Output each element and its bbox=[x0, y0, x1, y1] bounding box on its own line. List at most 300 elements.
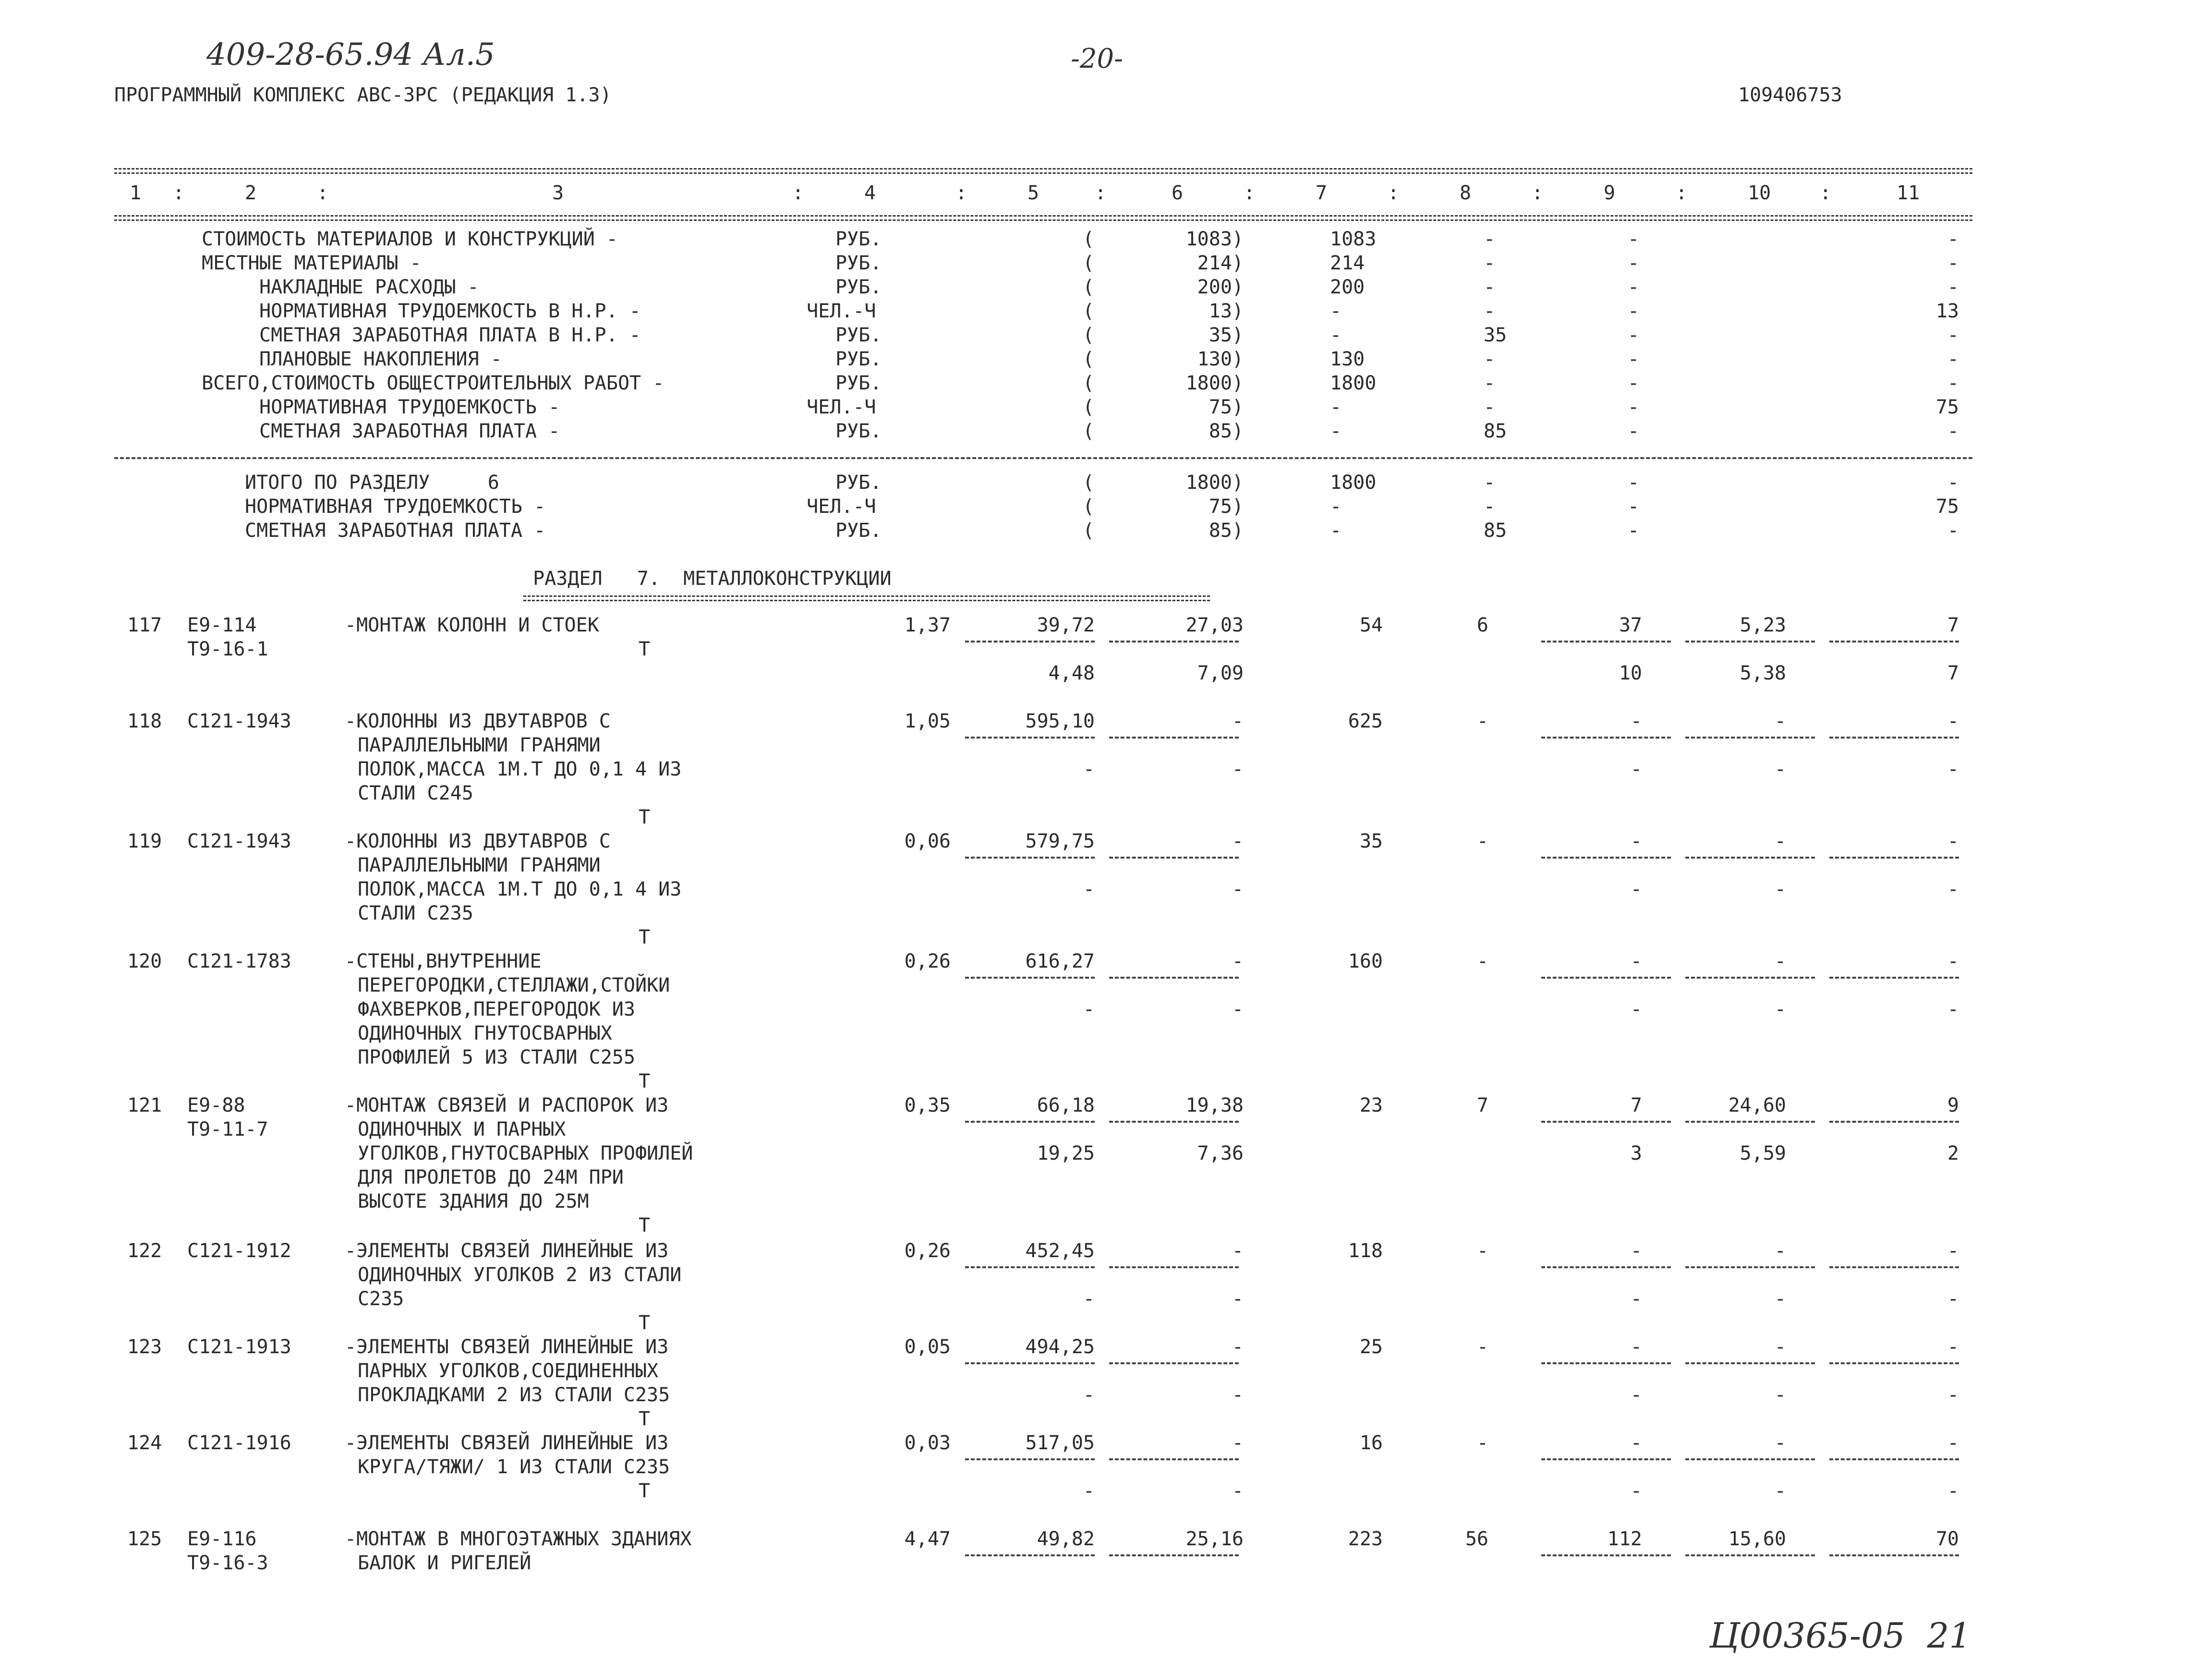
item-underline-c9 bbox=[1541, 1266, 1671, 1268]
item-c7: 118 bbox=[1348, 1240, 1383, 1262]
item-underline-c10 bbox=[1685, 1362, 1815, 1364]
item-c9: - bbox=[1630, 950, 1642, 972]
item-sub-c10: - bbox=[1774, 1288, 1786, 1310]
item-number: 120 bbox=[127, 950, 162, 972]
item-underline-c10 bbox=[1685, 1121, 1815, 1123]
summary-paren: ( bbox=[1083, 228, 1095, 250]
item-c8: - bbox=[1476, 1336, 1488, 1358]
item-unit: Т bbox=[639, 1408, 651, 1430]
item-c9: - bbox=[1630, 1336, 1642, 1358]
item-c9: - bbox=[1630, 1240, 1642, 1262]
item-description: ФАХВЕРКОВ,ПЕРЕГОРОДОК ИЗ bbox=[358, 998, 635, 1020]
header-bottom-rule bbox=[114, 215, 1972, 221]
summary-c8: - bbox=[1484, 396, 1496, 418]
item-c9: 37 bbox=[1619, 614, 1642, 636]
summary-c8: 35 bbox=[1484, 324, 1507, 346]
item-c6: 25,16 bbox=[1185, 1528, 1244, 1550]
item-description: ОДИНОЧНЫХ ГНУТОСВАРНЫХ bbox=[358, 1022, 612, 1044]
item-c10: - bbox=[1774, 1336, 1786, 1358]
summary-paren: ( bbox=[1083, 396, 1095, 418]
item-description: -МОНТАЖ В МНОГОЭТАЖНЫХ ЗДАНИЯХ bbox=[345, 1528, 692, 1550]
item-description: ПАРАЛЛЕЛЬНЫМИ ГРАНЯМИ bbox=[358, 734, 601, 756]
item-code: С121-1943 bbox=[187, 830, 291, 852]
total-c9: - bbox=[1628, 472, 1640, 494]
summary-label: НОРМАТИВНАЯ ТРУДОЕМКОСТЬ В Н.Р. - bbox=[259, 300, 641, 322]
item-description: ПОЛОК,МАССА 1М.Т ДО 0,1 4 ИЗ bbox=[358, 878, 682, 900]
item-underline-c6 bbox=[1109, 641, 1239, 643]
item-c6: - bbox=[1232, 1432, 1244, 1454]
item-quantity: 0,35 bbox=[904, 1094, 951, 1116]
summary-c11: - bbox=[1947, 348, 1959, 370]
item-unit: Т bbox=[639, 806, 651, 828]
total-label: НОРМАТИВНАЯ ТРУДОЕМКОСТЬ - bbox=[245, 496, 546, 518]
section-total-rule bbox=[114, 457, 1972, 459]
item-c10: - bbox=[1774, 710, 1786, 732]
summary-label: СМЕТНАЯ ЗАРАБОТНАЯ ПЛАТА - bbox=[259, 420, 560, 442]
item-underline-c6 bbox=[1109, 1362, 1239, 1364]
summary-c8: - bbox=[1484, 372, 1496, 394]
item-c9: 7 bbox=[1630, 1094, 1642, 1116]
summary-unit: ЧЕЛ.-Ч bbox=[807, 300, 876, 322]
summary-c11: - bbox=[1947, 420, 1959, 442]
summary-c9: - bbox=[1628, 420, 1640, 442]
column-header-18: 10 bbox=[1748, 182, 1771, 204]
item-underline-c9 bbox=[1541, 1362, 1671, 1364]
item-underline-c6 bbox=[1109, 1458, 1239, 1460]
item-description: ПОЛОК,МАССА 1М.Т ДО 0,1 4 ИЗ bbox=[358, 758, 682, 780]
item-description: СТАЛИ С245 bbox=[358, 782, 473, 804]
summary-paren: ( bbox=[1083, 252, 1095, 274]
item-sub-c6: - bbox=[1232, 878, 1244, 900]
item-description: ДЛЯ ПРОЛЕТОВ ДО 24М ПРИ bbox=[358, 1166, 624, 1188]
total-paren: ( bbox=[1083, 520, 1095, 542]
item-c5: 616,27 bbox=[1025, 950, 1095, 972]
item-number: 125 bbox=[127, 1528, 162, 1550]
item-underline-c6 bbox=[1109, 1554, 1239, 1556]
summary-unit: РУБ. bbox=[835, 372, 882, 394]
item-code: С121-1943 bbox=[187, 710, 291, 732]
item-sub-c10: - bbox=[1774, 1384, 1786, 1406]
summary-c9: - bbox=[1628, 324, 1640, 346]
summary-c8: - bbox=[1484, 276, 1496, 298]
item-sub-c6: - bbox=[1232, 1480, 1244, 1502]
item-underline-c9 bbox=[1541, 737, 1671, 739]
item-quantity: 0,06 bbox=[904, 830, 951, 852]
item-c6: 27,03 bbox=[1185, 614, 1244, 636]
item-underline-c11 bbox=[1829, 1458, 1959, 1460]
item-code-secondary: Т9-16-3 bbox=[187, 1552, 268, 1574]
item-sub-c5: - bbox=[1083, 758, 1095, 780]
item-description: -ЭЛЕМЕНТЫ СВЯЗЕЙ ЛИНЕЙНЫЕ ИЗ bbox=[345, 1336, 669, 1358]
summary-paren: ( bbox=[1083, 348, 1095, 370]
page-number: -20- bbox=[1071, 43, 1124, 74]
summary-c9: - bbox=[1628, 228, 1640, 250]
item-c5: 66,18 bbox=[1037, 1094, 1095, 1116]
item-description: ПЕРЕГОРОДКИ,СТЕЛЛАЖИ,СТОЙКИ bbox=[358, 974, 670, 996]
column-header-3: : bbox=[317, 182, 329, 204]
item-underline-c5 bbox=[965, 857, 1095, 859]
item-description: -МОНТАЖ СВЯЗЕЙ И РАСПОРОК ИЗ bbox=[345, 1094, 669, 1116]
summary-label: НОРМАТИВНАЯ ТРУДОЕМКОСТЬ - bbox=[259, 396, 560, 418]
summary-c9: - bbox=[1628, 300, 1640, 322]
item-sub-c6: - bbox=[1232, 998, 1244, 1020]
total-unit: РУБ. bbox=[835, 520, 882, 542]
item-c11: 7 bbox=[1947, 614, 1959, 636]
item-underline-c9 bbox=[1541, 1458, 1671, 1460]
item-c6: - bbox=[1232, 830, 1244, 852]
item-sub-c10: 5,38 bbox=[1740, 662, 1786, 684]
item-quantity: 0,03 bbox=[904, 1432, 951, 1454]
summary-unit: РУБ. bbox=[835, 348, 882, 370]
item-unit: Т bbox=[639, 638, 651, 660]
item-description: -ЭЛЕМЕНТЫ СВЯЗЕЙ ЛИНЕЙНЫЕ ИЗ bbox=[345, 1240, 669, 1262]
item-sub-c10: - bbox=[1774, 878, 1786, 900]
item-c8: 56 bbox=[1465, 1528, 1488, 1550]
item-sub-c5: - bbox=[1083, 1288, 1095, 1310]
item-sub-c9: - bbox=[1630, 758, 1642, 780]
item-c6: - bbox=[1232, 1240, 1244, 1262]
summary-c6: 85) bbox=[1209, 420, 1244, 442]
item-description: БАЛОК И РИГЕЛЕЙ bbox=[358, 1552, 532, 1574]
summary-unit: РУБ. bbox=[835, 324, 882, 346]
section-title-underline bbox=[523, 595, 1210, 601]
summary-c8: 85 bbox=[1484, 420, 1507, 442]
item-description: ОДИНОЧНЫХ И ПАРНЫХ bbox=[358, 1118, 566, 1140]
summary-paren: ( bbox=[1083, 324, 1095, 346]
document-code: 109406753 bbox=[1738, 84, 1842, 106]
item-unit: Т bbox=[639, 1214, 651, 1237]
column-header-8: 5 bbox=[1027, 182, 1040, 204]
summary-c11: - bbox=[1947, 252, 1959, 274]
item-quantity: 0,05 bbox=[904, 1336, 951, 1358]
summary-label: СТОИМОСТЬ МАТЕРИАЛОВ И КОНСТРУКЦИЙ - bbox=[202, 228, 618, 250]
item-c10: - bbox=[1774, 950, 1786, 972]
item-c5: 579,75 bbox=[1025, 830, 1095, 852]
column-header-12: 7 bbox=[1316, 182, 1328, 204]
item-c11: - bbox=[1947, 1432, 1959, 1454]
item-number: 124 bbox=[127, 1432, 162, 1454]
summary-c8: - bbox=[1484, 252, 1496, 274]
total-c11: 75 bbox=[1935, 496, 1959, 518]
item-underline-c5 bbox=[965, 737, 1095, 739]
item-code: С121-1912 bbox=[187, 1240, 291, 1262]
item-code: С121-1913 bbox=[187, 1336, 291, 1358]
item-unit: Т bbox=[639, 1070, 651, 1092]
item-unit: Т bbox=[639, 926, 651, 948]
item-underline-c11 bbox=[1829, 1362, 1959, 1364]
item-underline-c10 bbox=[1685, 1458, 1815, 1460]
item-underline-c9 bbox=[1541, 857, 1671, 859]
total-c6: 75) bbox=[1209, 496, 1244, 518]
item-c6: - bbox=[1232, 950, 1244, 972]
column-header-5: : bbox=[792, 182, 804, 204]
summary-label: ПЛАНОВЫЕ НАКОПЛЕНИЯ - bbox=[259, 348, 502, 370]
item-sub-c9: - bbox=[1630, 1288, 1642, 1310]
total-c9: - bbox=[1628, 496, 1640, 518]
item-c7: 23 bbox=[1359, 1094, 1383, 1116]
summary-c11: 13 bbox=[1935, 300, 1959, 322]
column-header-7: : bbox=[955, 182, 967, 204]
item-c7: 625 bbox=[1348, 710, 1383, 732]
section-title: РАЗДЕЛ 7. МЕТАЛЛОКОНСТРУКЦИИ bbox=[533, 568, 892, 590]
item-description: ОДИНОЧНЫХ УГОЛКОВ 2 ИЗ СТАЛИ bbox=[358, 1264, 682, 1286]
summary-unit: РУБ. bbox=[835, 228, 882, 250]
column-header-4: 3 bbox=[552, 182, 564, 204]
item-underline-c6 bbox=[1109, 1266, 1239, 1268]
program-title: ПРОГРАММНЫЙ КОМПЛЕКС АВС-3РС (РЕДАКЦИЯ 1.3) bbox=[114, 84, 612, 106]
item-sub-c11: 7 bbox=[1947, 662, 1959, 684]
item-number: 122 bbox=[127, 1240, 162, 1262]
summary-label: МЕСТНЫЕ МАТЕРИАЛЫ - bbox=[202, 252, 422, 274]
summary-c7: - bbox=[1330, 324, 1342, 346]
item-c7: 35 bbox=[1359, 830, 1383, 852]
summary-c8: - bbox=[1484, 348, 1496, 370]
item-underline-c11 bbox=[1829, 1121, 1959, 1123]
summary-c9: - bbox=[1628, 276, 1640, 298]
item-quantity: 1,37 bbox=[904, 614, 951, 636]
summary-unit: РУБ. bbox=[835, 420, 882, 442]
item-underline-c10 bbox=[1685, 737, 1815, 739]
item-code: Е9-88 bbox=[187, 1094, 245, 1116]
item-underline-c10 bbox=[1685, 857, 1815, 859]
item-underline-c10 bbox=[1685, 1266, 1815, 1268]
total-c6: 1800) bbox=[1185, 472, 1244, 494]
item-underline-c9 bbox=[1541, 977, 1671, 979]
item-sub-c5: 19,25 bbox=[1037, 1142, 1095, 1164]
item-underline-c10 bbox=[1685, 1554, 1815, 1556]
summary-c9: - bbox=[1628, 252, 1640, 274]
total-c7: - bbox=[1330, 520, 1342, 542]
column-header-0: 1 bbox=[130, 182, 142, 204]
item-c6: 19,38 bbox=[1185, 1094, 1244, 1116]
item-underline-c11 bbox=[1829, 1554, 1959, 1556]
summary-c6: 200) bbox=[1197, 276, 1244, 298]
item-unit: Т bbox=[639, 1312, 651, 1334]
summary-c8: - bbox=[1484, 300, 1496, 322]
item-underline-c10 bbox=[1685, 641, 1815, 643]
item-sub-c10: - bbox=[1774, 1480, 1786, 1502]
item-c9: 112 bbox=[1607, 1528, 1642, 1550]
column-header-16: 9 bbox=[1604, 182, 1616, 204]
summary-c7: 214 bbox=[1330, 252, 1365, 274]
item-c10: 24,60 bbox=[1728, 1094, 1786, 1116]
summary-paren: ( bbox=[1083, 276, 1095, 298]
item-c7: 160 bbox=[1348, 950, 1383, 972]
column-header-10: 6 bbox=[1172, 182, 1184, 204]
item-c9: - bbox=[1630, 830, 1642, 852]
item-description: -МОНТАЖ КОЛОНН И СТОЕК bbox=[345, 614, 599, 636]
total-c6: 85) bbox=[1209, 520, 1244, 542]
summary-unit: РУБ. bbox=[835, 252, 882, 274]
column-header-15: : bbox=[1532, 182, 1544, 204]
item-c10: - bbox=[1774, 1432, 1786, 1454]
summary-unit: ЧЕЛ.-Ч bbox=[807, 396, 876, 418]
item-code-secondary: Т9-11-7 bbox=[187, 1118, 268, 1140]
summary-c11: - bbox=[1947, 276, 1959, 298]
summary-c6: 75) bbox=[1209, 396, 1244, 418]
item-sub-c6: - bbox=[1232, 1288, 1244, 1310]
total-c11: - bbox=[1947, 520, 1959, 542]
item-description: -КОЛОННЫ ИЗ ДВУТАВРОВ С bbox=[345, 710, 611, 732]
column-header-6: 4 bbox=[864, 182, 876, 204]
item-description: ПРОФИЛЕЙ 5 ИЗ СТАЛИ С255 bbox=[358, 1046, 635, 1068]
item-description: ПАРАЛЛЕЛЬНЫМИ ГРАНЯМИ bbox=[358, 854, 601, 876]
item-underline-c5 bbox=[965, 1554, 1095, 1556]
item-underline-c6 bbox=[1109, 1121, 1239, 1123]
item-sub-c9: - bbox=[1630, 878, 1642, 900]
total-paren: ( bbox=[1083, 496, 1095, 518]
item-underline-c5 bbox=[965, 641, 1095, 643]
item-c8: 6 bbox=[1476, 614, 1488, 636]
item-sub-c11: - bbox=[1947, 878, 1959, 900]
item-c5: 494,25 bbox=[1025, 1336, 1095, 1358]
item-description: ПРОКЛАДКАМИ 2 ИЗ СТАЛИ С235 bbox=[358, 1384, 670, 1406]
item-sub-c11: - bbox=[1947, 1480, 1959, 1502]
summary-label: ВСЕГО,СТОИМОСТЬ ОБЩЕСТРОИТЕЛЬНЫХ РАБОТ - bbox=[202, 372, 665, 394]
item-c5: 595,10 bbox=[1025, 710, 1095, 732]
summary-c9: - bbox=[1628, 396, 1640, 418]
summary-c6: 130) bbox=[1197, 348, 1244, 370]
item-underline-c10 bbox=[1685, 977, 1815, 979]
item-sub-c9: 10 bbox=[1619, 662, 1642, 684]
item-quantity: 0,26 bbox=[904, 950, 951, 972]
item-quantity: 1,05 bbox=[904, 710, 951, 732]
summary-c6: 13) bbox=[1209, 300, 1244, 322]
item-sub-c9: 3 bbox=[1630, 1142, 1642, 1164]
item-sub-c11: - bbox=[1947, 1288, 1959, 1310]
item-sub-c11: - bbox=[1947, 758, 1959, 780]
item-underline-c5 bbox=[965, 1362, 1095, 1364]
summary-c7: 1800 bbox=[1330, 372, 1377, 394]
item-number: 118 bbox=[127, 710, 162, 732]
item-underline-c6 bbox=[1109, 737, 1239, 739]
item-c11: - bbox=[1947, 1336, 1959, 1358]
item-c9: - bbox=[1630, 1432, 1642, 1454]
summary-paren: ( bbox=[1083, 372, 1095, 394]
total-c7: 1800 bbox=[1330, 472, 1377, 494]
summary-c6: 35) bbox=[1209, 324, 1244, 346]
item-c6: - bbox=[1232, 710, 1244, 732]
item-sub-c5: - bbox=[1083, 998, 1095, 1020]
item-c11: - bbox=[1947, 710, 1959, 732]
item-underline-c11 bbox=[1829, 1266, 1959, 1268]
item-number: 121 bbox=[127, 1094, 162, 1116]
item-c8: - bbox=[1476, 1432, 1488, 1454]
item-number: 123 bbox=[127, 1336, 162, 1358]
item-description: -СТЕНЫ,ВНУТРЕННИЕ bbox=[345, 950, 542, 972]
item-sub-c9: - bbox=[1630, 998, 1642, 1020]
item-c10: - bbox=[1774, 830, 1786, 852]
summary-c8: - bbox=[1484, 228, 1496, 250]
item-code: Е9-116 bbox=[187, 1528, 257, 1550]
item-code-secondary: Т9-16-1 bbox=[187, 638, 268, 660]
summary-c7: - bbox=[1330, 300, 1342, 322]
handwritten-doc-number: 409-28-65.94 Ал.5 bbox=[206, 37, 495, 73]
item-c8: - bbox=[1476, 830, 1488, 852]
item-c7: 16 bbox=[1359, 1432, 1383, 1454]
item-description: ПАРНЫХ УГОЛКОВ,СОЕДИНЕННЫХ bbox=[358, 1360, 659, 1382]
summary-c7: 1083 bbox=[1330, 228, 1377, 250]
item-c10: - bbox=[1774, 1240, 1786, 1262]
item-number: 117 bbox=[127, 614, 162, 636]
item-c11: - bbox=[1947, 830, 1959, 852]
item-sub-c5: - bbox=[1083, 1480, 1095, 1502]
item-description: ВЫСОТЕ ЗДАНИЯ ДО 25М bbox=[358, 1190, 589, 1212]
item-description: КРУГА/ТЯЖИ/ 1 ИЗ СТАЛИ С235 bbox=[358, 1456, 670, 1478]
item-c8: 7 bbox=[1476, 1094, 1488, 1116]
item-c6: - bbox=[1232, 1336, 1244, 1358]
summary-paren: ( bbox=[1083, 300, 1095, 322]
summary-c9: - bbox=[1628, 372, 1640, 394]
total-c11: - bbox=[1947, 472, 1959, 494]
total-unit: ЧЕЛ.-Ч bbox=[807, 496, 876, 518]
item-description: УГОЛКОВ,ГНУТОСВАРНЫХ ПРОФИЛЕЙ bbox=[358, 1142, 693, 1164]
total-c8: 85 bbox=[1484, 520, 1507, 542]
item-sub-c6: 7,36 bbox=[1197, 1142, 1244, 1164]
header-top-rule bbox=[114, 168, 1972, 174]
item-c11: - bbox=[1947, 1240, 1959, 1262]
summary-c6: 1083) bbox=[1185, 228, 1244, 250]
column-header-2: 2 bbox=[245, 182, 257, 204]
column-header-1: : bbox=[173, 182, 185, 204]
summary-c11: - bbox=[1947, 372, 1959, 394]
total-c7: - bbox=[1330, 496, 1342, 518]
item-code: Е9-114 bbox=[187, 614, 257, 636]
item-sub-c10: - bbox=[1774, 998, 1786, 1020]
item-underline-c9 bbox=[1541, 1121, 1671, 1123]
item-sub-c11: - bbox=[1947, 998, 1959, 1020]
column-header-14: 8 bbox=[1460, 182, 1472, 204]
item-c7: 54 bbox=[1359, 614, 1383, 636]
item-quantity: 0,26 bbox=[904, 1240, 951, 1262]
item-underline-c11 bbox=[1829, 977, 1959, 979]
item-underline-c6 bbox=[1109, 977, 1239, 979]
item-c5: 452,45 bbox=[1025, 1240, 1095, 1262]
column-header-20: 11 bbox=[1897, 182, 1920, 204]
item-c7: 223 bbox=[1348, 1528, 1383, 1550]
item-c5: 49,82 bbox=[1037, 1528, 1095, 1550]
item-description: -КОЛОННЫ ИЗ ДВУТАВРОВ С bbox=[345, 830, 611, 852]
item-code: С121-1783 bbox=[187, 950, 291, 972]
summary-c11: - bbox=[1947, 324, 1959, 346]
item-c9: - bbox=[1630, 710, 1642, 732]
summary-label: СМЕТНАЯ ЗАРАБОТНАЯ ПЛАТА В Н.Р. - bbox=[259, 324, 641, 346]
column-header-13: : bbox=[1388, 182, 1400, 204]
column-header-11: : bbox=[1244, 182, 1256, 204]
item-underline-c5 bbox=[965, 1121, 1095, 1123]
summary-unit: РУБ. bbox=[835, 276, 882, 298]
summary-c7: - bbox=[1330, 396, 1342, 418]
item-sub-c11: 2 bbox=[1947, 1142, 1959, 1164]
item-c10: 5,23 bbox=[1740, 614, 1786, 636]
item-underline-c5 bbox=[965, 977, 1095, 979]
item-c5: 517,05 bbox=[1025, 1432, 1095, 1454]
total-c8: - bbox=[1484, 472, 1496, 494]
item-c8: - bbox=[1476, 710, 1488, 732]
item-underline-c5 bbox=[965, 1266, 1095, 1268]
item-c8: - bbox=[1476, 1240, 1488, 1262]
item-number: 119 bbox=[127, 830, 162, 852]
summary-c7: - bbox=[1330, 420, 1342, 442]
summary-c7: 130 bbox=[1330, 348, 1365, 370]
item-c10: 15,60 bbox=[1728, 1528, 1786, 1550]
item-underline-c9 bbox=[1541, 641, 1671, 643]
summary-label: НАКЛАДНЫЕ РАСХОДЫ - bbox=[259, 276, 479, 298]
item-c5: 39,72 bbox=[1037, 614, 1095, 636]
item-c11: 9 bbox=[1947, 1094, 1959, 1116]
total-paren: ( bbox=[1083, 472, 1095, 494]
item-c11: - bbox=[1947, 950, 1959, 972]
